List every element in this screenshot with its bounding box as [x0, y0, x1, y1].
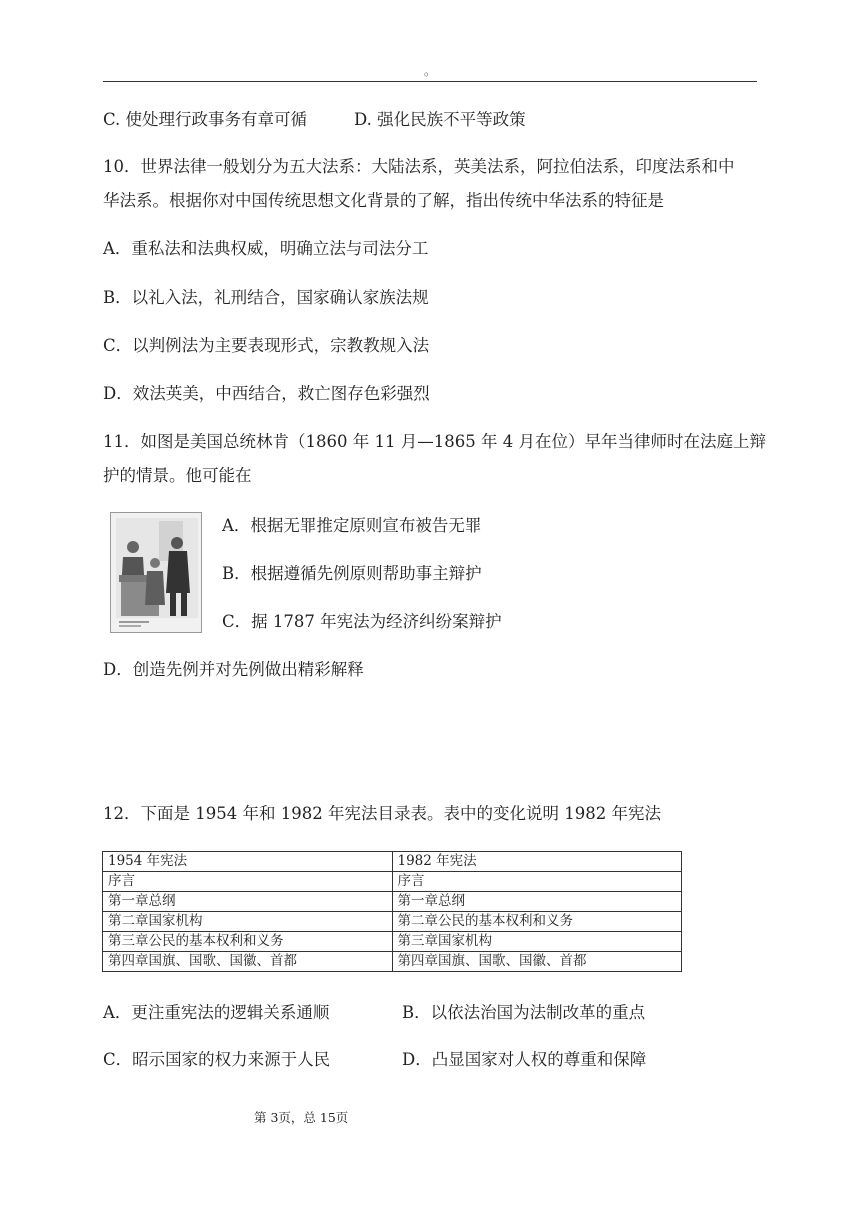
table-row [103, 932, 682, 952]
table-row [103, 892, 682, 912]
q12-option-c: C．昭示国家的权力来源于人民 [103, 1050, 331, 1069]
constitution-contents-table [102, 851, 682, 972]
table-row [103, 872, 682, 892]
table-cell: 第三章公民的基本权利和义务 [103, 932, 393, 952]
q10-stem-line1: 10．世界法律一般划分为五大法系：大陆法系，英美法系，阿拉伯法系，印度法系和中 [103, 157, 735, 176]
table-cell: 第四章国旗、国歌、国徽、首都 [392, 952, 682, 972]
table-cell: 1982 年宪法 [392, 852, 682, 872]
q12-stem: 12．下面是 1954 年和 1982 年宪法目录表。表中的变化说明 1982 年宪法 [103, 804, 661, 823]
q9-option-d: D. 强化民族不平等政策 [354, 110, 526, 129]
table-row [103, 952, 682, 972]
q10-option-b: B．以礼入法，礼刑结合，国家确认家族法规 [103, 288, 429, 307]
q11-option-d: D．创造先例并对先例做出精彩解释 [103, 660, 364, 679]
q10-option-a: A．重私法和法典权威，明确立法与司法分工 [103, 239, 429, 258]
table-cell: 第一章总纲 [103, 892, 393, 912]
table-cell: 第四章国旗、国歌、国徽、首都 [103, 952, 393, 972]
q10-stem-line2: 华法系。根据你对中国传统思想文化背景的了解，指出传统中华法系的特征是 [103, 191, 664, 210]
lincoln-courtroom-illustration [110, 512, 202, 633]
q12-option-a: A．更注重宪法的逻辑关系通顺 [103, 1003, 330, 1022]
header-rule [103, 81, 757, 82]
q11-option-b: B．根据遵循先例原则帮助事主辩护 [222, 564, 482, 583]
table-row [103, 852, 682, 872]
q10-option-c: C．以判例法为主要表现形式，宗教教规入法 [103, 336, 430, 355]
courtroom-sketch-icon [111, 513, 202, 633]
q11-stem-line1: 11．如图是美国总统林肯（1860 年 11 月—1865 年 4 月在位）早年当律师时在法庭上辩 [103, 432, 766, 451]
header-mark: 。 [423, 64, 436, 78]
table-cell: 第二章国家机构 [103, 912, 393, 932]
q11-stem-line2: 护的情景。他可能在 [103, 466, 252, 485]
table-cell: 第一章总纲 [392, 892, 682, 912]
table-cell: 第三章国家机构 [392, 932, 682, 952]
table-cell: 第二章公民的基本权利和义务 [392, 912, 682, 932]
page-number: 第 3页，总 15页 [254, 1110, 349, 1125]
q10-option-d: D．效法英美，中西结合，救亡图存色彩强烈 [103, 384, 430, 403]
table-cell: 序言 [103, 872, 393, 892]
q11-option-c: C．据 1787 年宪法为经济纠纷案辩护 [222, 612, 502, 631]
q11-option-a: A．根据无罪推定原则宣布被告无罪 [222, 516, 482, 535]
table-cell: 序言 [392, 872, 682, 892]
q9-option-c: C. 使处理行政事务有章可循 [103, 110, 308, 129]
q12-option-b: B．以依法治国为法制改革的重点 [402, 1003, 646, 1022]
table-row [103, 912, 682, 932]
q12-option-d: D．凸显国家对人权的尊重和保障 [402, 1050, 647, 1069]
table-cell: 1954 年宪法 [103, 852, 393, 872]
